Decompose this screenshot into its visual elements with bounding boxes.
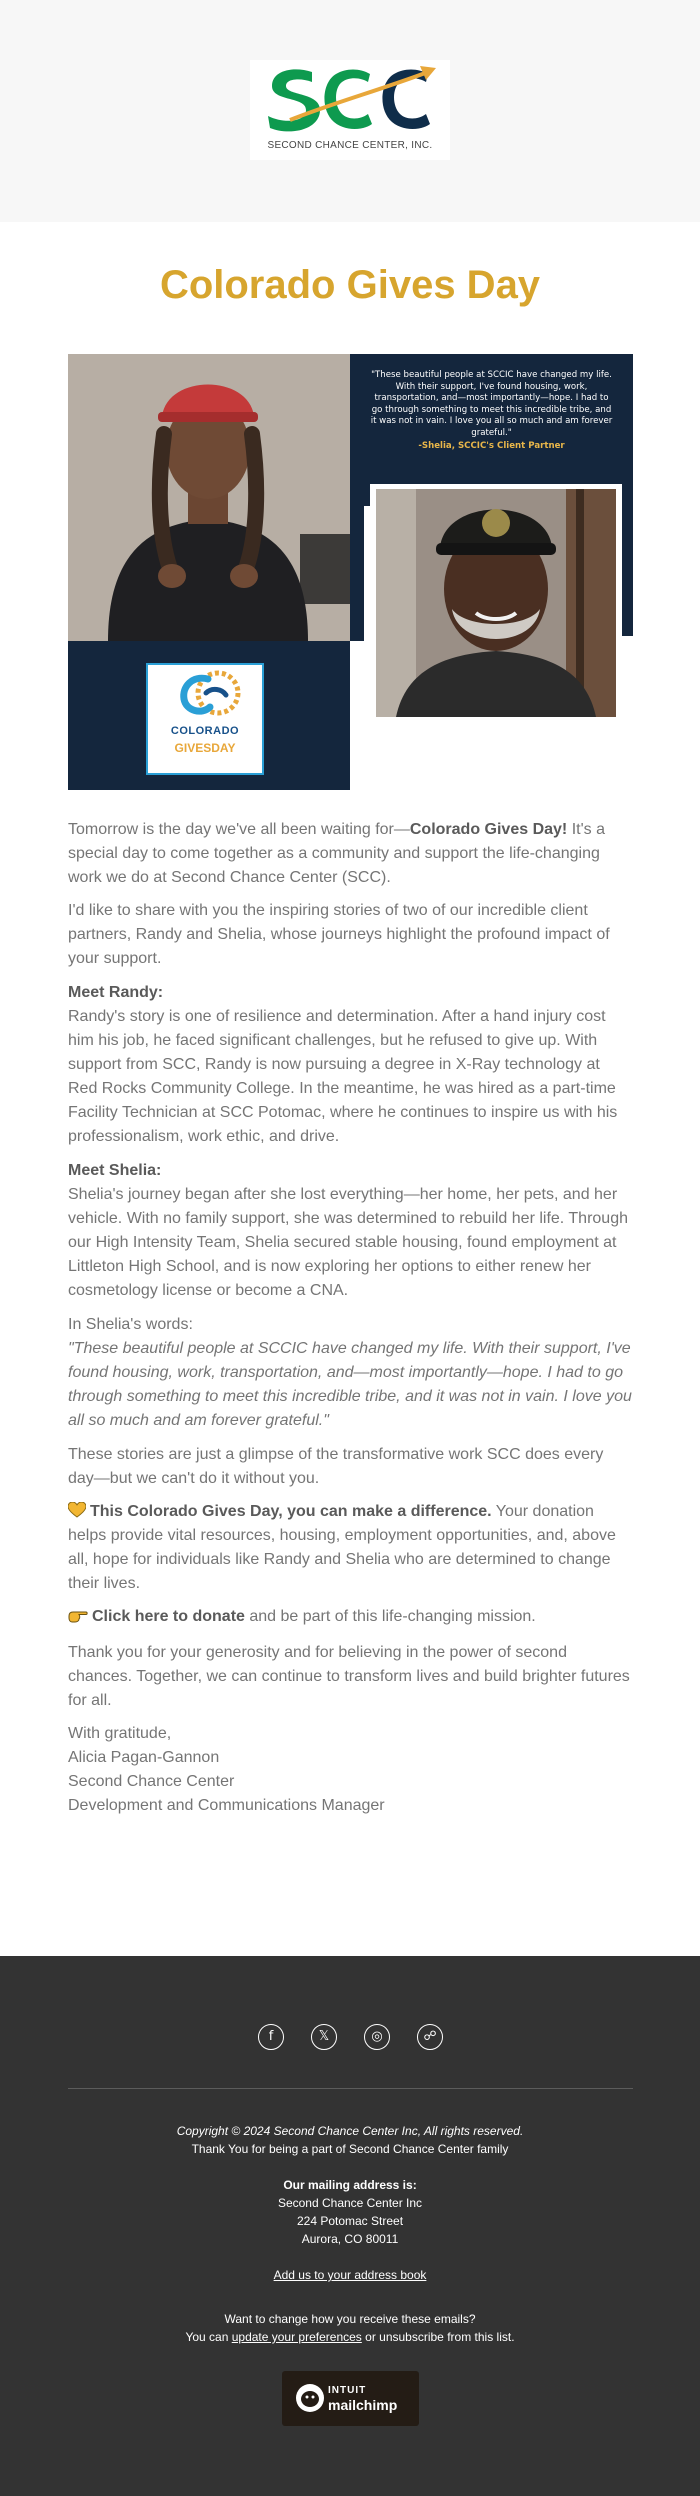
instagram-icon[interactable]: ◎	[364, 2024, 390, 2050]
signature-title: Development and Communications Manager	[68, 1797, 385, 1814]
intro-paragraph	[68, 818, 633, 890]
address-line-1: Second Chance Center Inc	[277, 2196, 423, 2210]
scc-logo-mark	[250, 60, 450, 140]
footer-thanks: Thank You for being a part of Second Chance Center family	[191, 2142, 509, 2156]
colorado-gives-day-badge	[146, 663, 264, 775]
unsubscribe-text: or unsubscribe from this list.	[361, 2330, 515, 2344]
shelia-section	[68, 1159, 633, 1303]
donate-after: and be part of this life-changing mission.	[244, 1608, 536, 1625]
difference-text: Your donation helps provide vital resources, housing, employment opportunities, and, above all, hope for individuals like Randy and Shelia who are determined to change their lives.	[68, 1503, 616, 1592]
intro-text: Tomorrow is the day we've all been waiting for—	[68, 821, 410, 838]
randy-section	[68, 981, 633, 1149]
difference-paragraph	[68, 1500, 633, 1596]
randy-heading: Meet Randy:	[68, 984, 164, 1001]
mailing-label: Our mailing address is:	[283, 2178, 417, 2192]
mailchimp-logo-icon	[296, 2384, 324, 2412]
intro-bold: Colorado Gives Day!	[409, 821, 568, 838]
shelia-words-label: In Shelia's words:	[68, 1316, 193, 1333]
address-line-3: Aurora, CO 80011	[301, 2232, 399, 2246]
shelia-words-section	[68, 1313, 633, 1433]
header-band	[0, 0, 700, 222]
hero-collage[interactable]	[68, 354, 633, 790]
glimpse-paragraph: These stories are just a glimpse of the transformative work SCC does every day—but we can't do it without you.	[68, 1446, 604, 1487]
navy-strip-left	[350, 506, 364, 641]
difference-bold: This Colorado Gives Day, you can make a difference.	[90, 1503, 492, 1520]
hero-quote-attribution: -Shelia, SCCIC's Client Partner	[418, 441, 565, 451]
photo-randy	[68, 354, 350, 641]
cgd-sun-icon	[148, 665, 262, 725]
logo-subtitle: SECOND CHANCE CENTER, INC.	[267, 140, 433, 151]
signature-name: Alicia Pagan-Gannon	[68, 1749, 220, 1766]
yellow-heart-icon	[68, 1502, 86, 1518]
address-book-link[interactable]: Add us to your address book	[273, 2268, 427, 2282]
page-title: Colorado Gives Day	[159, 263, 541, 307]
donate-link[interactable]: Click here to donate	[92, 1608, 245, 1625]
link-icon[interactable]: ☍	[417, 2024, 443, 2050]
pointing-hand-icon	[68, 1608, 88, 1624]
thanks-paragraph: Thank you for your generosity and for believing in the power of second chances. Together, we can continue to transform lives and build brighter futures for all.	[68, 1644, 630, 1709]
shelia-story: Shelia's journey began after she lost everything—her home, her pets, and her vehicle. With no family support, she was determined to rebuild her life. Through our High Intensity Team, Shelia secured stable housing, found employment at Littleton High School, and is now exploring her options to either renew her cosmetology license or become a CNA.	[68, 1186, 628, 1299]
signature	[68, 1722, 633, 1818]
footer-divider	[68, 2088, 633, 2089]
shelia-quote: "These beautiful people at SCCIC have changed my life. With their support, I've found housing, work, transportation, and—most importantly—hope. I had to go through something to meet this incredible tribe, and it was not in vain. I love you all so much and am forever grateful."	[68, 1340, 632, 1429]
update-preferences-link[interactable]: update your preferences	[231, 2330, 362, 2344]
facebook-icon[interactable]: f	[258, 2024, 284, 2050]
preferences-prefix: You can	[185, 2330, 232, 2344]
x-icon[interactable]: 𝕏	[311, 2024, 337, 2050]
mailchimp-intuit-label: INTUIT	[328, 2385, 367, 2396]
address-line-2: 224 Potomac Street	[296, 2214, 404, 2228]
preferences-row	[0, 2328, 700, 2346]
cgd-word-colorado: COLORADO	[170, 725, 240, 737]
signature-org: Second Chance Center	[68, 1773, 235, 1790]
mailchimp-badge[interactable]	[282, 2371, 419, 2426]
stories-intro-paragraph: I'd like to share with you the inspiring stories of two of our incredible client partners, Randy and Shelia, whose journeys highlight the profound impact of your support.	[68, 902, 610, 967]
shelia-heading: Meet Shelia:	[68, 1162, 162, 1179]
copyright: Copyright © 2024 Second Chance Center Inc, All rights reserved.	[176, 2124, 524, 2138]
address-book-row	[0, 2266, 700, 2284]
donate-paragraph	[68, 1605, 633, 1629]
change-question: Want to change how you receive these emails?	[224, 2312, 476, 2326]
cgd-word-givesday: GIVESDAY	[174, 741, 236, 755]
hero-quote: "These beautiful people at SCCIC have changed my life. With their support, I've found housing, work, transportation, and—most importantly—hope. I had to go through something to meet this incredible tribe, and it was not in vain. I love you all so much and am forever grateful."	[370, 370, 613, 438]
mailchimp-label: mailchimp	[328, 2397, 398, 2413]
scc-logo[interactable]	[250, 60, 450, 160]
randy-story: Randy's story is one of resilience and determination. After a hand injury cost him his job, he faced significant challenges, but he refused to give up. With support from SCC, Randy is now pursuing a degree in X-Ray technology at Red Rocks Community College. In the meantime, he was hired as a part-time Facility Technician at SCC Potomac, where he continues to inspire us with his professionalism, work ethic, and drive.	[68, 1008, 618, 1145]
intro-text-after: It's a special day to come together as a community and support the life-changing work we do at Second Chance Center (SCC).	[68, 821, 605, 886]
photo-man	[376, 489, 616, 717]
signature-closing: With gratitude,	[68, 1725, 172, 1742]
footer	[0, 1956, 700, 2496]
colorado-gives-panel	[68, 641, 350, 790]
